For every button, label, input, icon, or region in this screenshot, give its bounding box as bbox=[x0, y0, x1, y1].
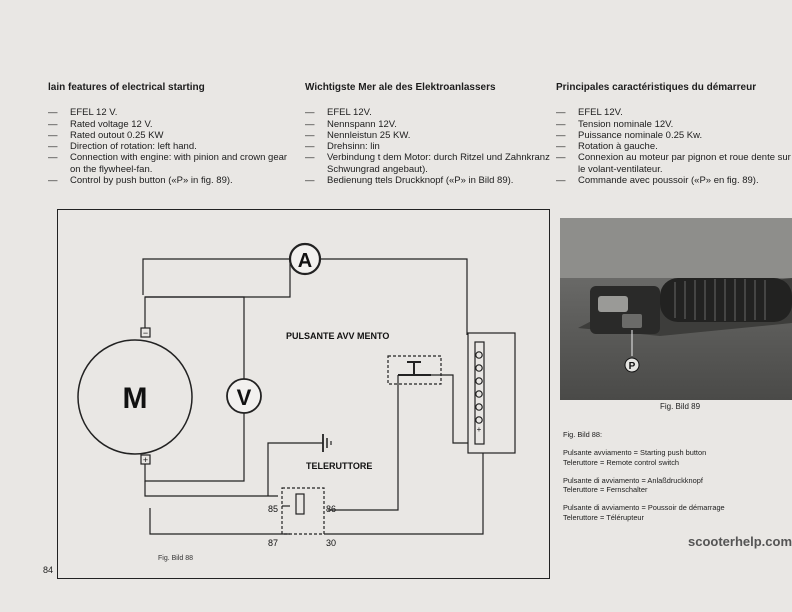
french-heading: Principales caractéristiques du démarreur bbox=[556, 82, 757, 93]
legend-line: Teleruttore = Remote control switch bbox=[563, 457, 680, 467]
wire bbox=[142, 413, 244, 481]
list-item: — Rated outout 0.25 KW bbox=[48, 130, 298, 141]
legend-line: Pulsante di avviamento = Poussoir de démarrage bbox=[563, 503, 725, 513]
list-item: — Rotation à gauche. bbox=[556, 141, 792, 152]
list-item: — Connection with engine: with pinion and crown gear on the flywheel-fan. bbox=[48, 152, 298, 175]
list-item: — Verbindung t dem Motor: durch Ritzel und Zahnkranz Schwungrad angebaut). bbox=[305, 152, 550, 175]
english-heading: lain features of electrical starting bbox=[48, 82, 205, 93]
german-feature-list bbox=[305, 107, 550, 186]
site-watermark: scooterhelp.com bbox=[688, 534, 792, 549]
wire bbox=[328, 375, 398, 510]
fuse-terminal bbox=[476, 404, 482, 410]
list-item: — Nennleistun 25 KW. bbox=[305, 130, 550, 141]
relay-coil bbox=[296, 494, 304, 514]
terminal-87: 87 bbox=[268, 538, 279, 548]
wire bbox=[142, 297, 244, 379]
list-item: — Drehsinn: lin bbox=[305, 141, 550, 152]
german-heading: Wichtigste Mer ale des Elektroanlassers bbox=[305, 82, 496, 93]
terminal-86: 86 bbox=[326, 504, 337, 514]
photo-caption: Fig. Bild 89 bbox=[660, 402, 701, 411]
handlebar-photo bbox=[560, 218, 792, 400]
page-number: 84 bbox=[43, 565, 54, 575]
list-item: — Connexion au moteur par pignon et roue dente sur le volant-ventilateur. bbox=[556, 152, 792, 175]
legend-line: Pulsante avviamento = Starting push button bbox=[563, 448, 707, 458]
list-item: — Puissance nominale 0.25 Kw. bbox=[556, 130, 792, 141]
wire bbox=[145, 481, 278, 496]
relay-box bbox=[282, 488, 324, 534]
voltmeter-label: V bbox=[236, 385, 252, 410]
legend-entry-french bbox=[563, 503, 791, 522]
wire bbox=[143, 259, 290, 328]
legend-line: Teleruttore = Télérupteur bbox=[563, 512, 644, 522]
diagram-caption: Fig. Bild 88 bbox=[158, 555, 194, 562]
positive-sign: + bbox=[142, 455, 149, 465]
panel-plus-sign: + bbox=[476, 425, 482, 434]
relay-label: TELERUTTORE bbox=[306, 461, 373, 471]
fuse-terminal bbox=[476, 378, 482, 384]
handlebar-illustration bbox=[560, 218, 792, 400]
list-item: — Direction of rotation: left hand. bbox=[48, 141, 298, 152]
terminal-30: 30 bbox=[326, 538, 337, 548]
legend-entry-german bbox=[563, 476, 791, 495]
wire bbox=[320, 259, 467, 335]
push-button-label: PULSANTE AVV MENTO bbox=[286, 331, 390, 341]
marker-letter: P bbox=[628, 361, 636, 372]
french-feature-list bbox=[556, 107, 792, 186]
ammeter-label: A bbox=[297, 250, 313, 272]
list-item: — Commande avec poussoir («P» en fig. 89). bbox=[556, 175, 792, 186]
list-item: — Tension nominale 12V. bbox=[556, 119, 792, 130]
english-feature-list bbox=[48, 107, 298, 186]
fuse-terminal bbox=[476, 365, 482, 371]
fuse-terminal bbox=[476, 391, 482, 397]
list-item: — Nennspann 12V. bbox=[305, 119, 550, 130]
legend-line: Teleruttore = Fernschalter bbox=[563, 485, 648, 495]
wiring-diagram-frame bbox=[57, 209, 550, 579]
motor-label: M bbox=[122, 382, 148, 415]
list-item: — EFEL 12V. bbox=[556, 107, 792, 118]
english-features-column bbox=[48, 82, 298, 186]
list-item: — EFEL 12 V. bbox=[48, 107, 298, 118]
list-item: — Bedienung ttels Druckknopf («P» in Bild 89). bbox=[305, 175, 550, 186]
german-features-column bbox=[305, 82, 550, 186]
wiring-diagram bbox=[58, 210, 549, 578]
french-features-column bbox=[556, 82, 792, 186]
legend-line: Pulsante di avviamento = Anlaßdruckknopf bbox=[563, 475, 703, 485]
wire bbox=[431, 375, 468, 443]
negative-sign: − bbox=[142, 328, 149, 338]
legend-title: Fig. Bild 88: bbox=[563, 430, 603, 439]
list-item: — Control by push button («P» in fig. 89). bbox=[48, 175, 298, 186]
legend-entry-english bbox=[563, 448, 791, 467]
figure-legend bbox=[563, 430, 791, 531]
terminal-85: 85 bbox=[268, 504, 279, 514]
fuse-terminal bbox=[476, 417, 482, 423]
list-item: — Rated voltage 12 V. bbox=[48, 119, 298, 130]
fuse-terminal bbox=[476, 352, 482, 358]
list-item: — EFEL 12V. bbox=[305, 107, 550, 118]
